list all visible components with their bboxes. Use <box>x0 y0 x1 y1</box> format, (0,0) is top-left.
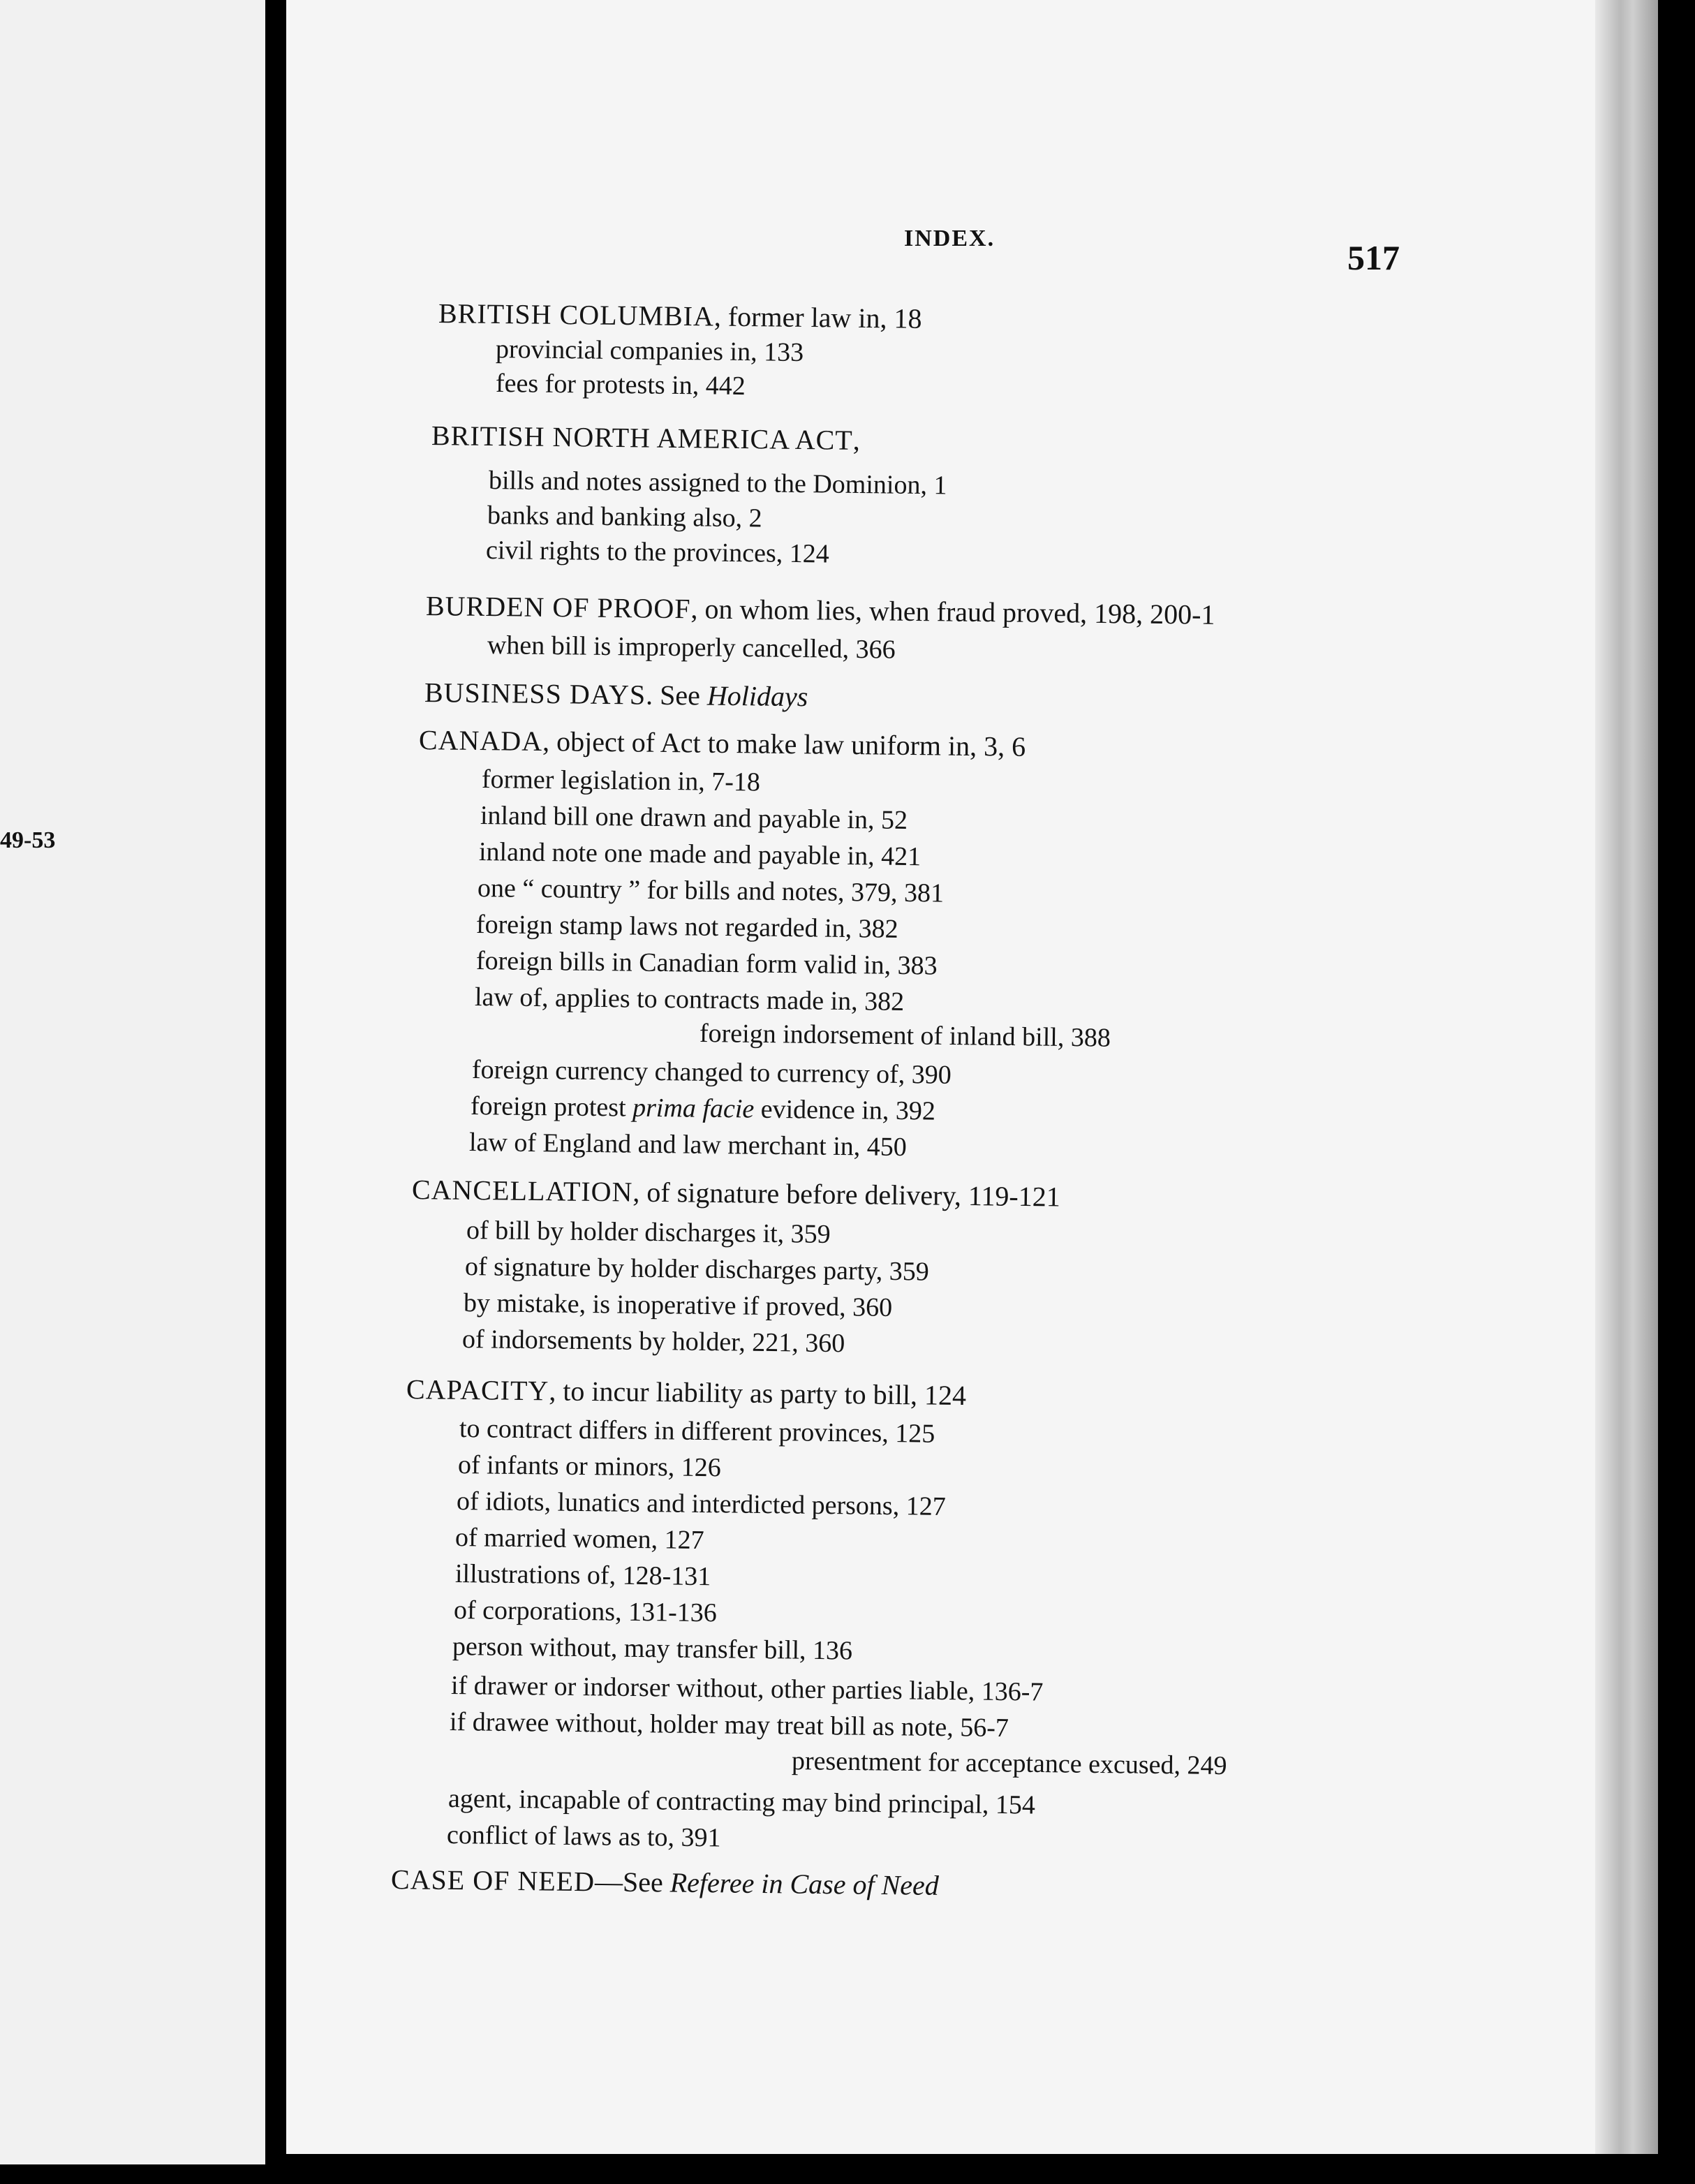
index-heading-term: CASE OF NEED <box>390 1864 595 1898</box>
index-subentry <box>476 945 938 981</box>
index-subentry <box>496 334 804 368</box>
index-subentry <box>471 1091 935 1127</box>
index-heading-entry <box>412 1173 1060 1213</box>
index-entry-text: banks and banking also, 2 <box>487 501 762 533</box>
index-heading-term: BURDEN OF PROOF <box>425 590 691 625</box>
index-heading-term: BRITISH NORTH AMERICA ACT <box>431 420 853 456</box>
index-subentry <box>792 1746 1227 1781</box>
index-entry-text: foreign currency changed to currency of, 390 <box>471 1055 952 1090</box>
index-subentry <box>475 982 905 1017</box>
index-entry-text: person without, may transfer bill, 136 <box>452 1632 853 1666</box>
index-heading-entry <box>419 723 1026 763</box>
index-entry-text: inland note one made and payable in, 421 <box>478 837 921 872</box>
index-heading-term: CANCELLATION <box>411 1174 633 1208</box>
index-subentry <box>496 368 746 401</box>
index-heading-term: CAPACITY <box>406 1373 549 1407</box>
index-entry-text: one “ country ” for bills and notes, 379, 381 <box>477 873 945 908</box>
index-entry-text: if drawee without, holder may treat bill as note, 56-7 <box>449 1707 1009 1743</box>
page-number: 517 <box>1347 238 1400 277</box>
index-entry-text: of corporations, 131-136 <box>453 1595 717 1628</box>
index-cross-reference: Holidays <box>706 679 808 713</box>
index-entry-text: fees for protests in, 442 <box>495 369 746 401</box>
index-subentry <box>459 1413 935 1449</box>
index-entry-text: of infants or minors, 126 <box>457 1450 722 1483</box>
index-entry-text: of idiots, lunatics and interdicted persons, 127 <box>456 1486 946 1521</box>
index-subentry <box>480 800 908 836</box>
index-entry-text: if drawer or indorser without, other parties liable, 136-7 <box>450 1671 1044 1707</box>
index-heading-entry <box>406 1373 967 1412</box>
index-entry-text: to contract differs in different provinces, 125 <box>459 1414 935 1449</box>
index-heading-entry <box>431 419 860 457</box>
index-subentry <box>700 1018 1111 1054</box>
index-entry-text: law of England and law merchant in, 450 <box>468 1128 908 1163</box>
index-heading-entry <box>438 297 922 335</box>
index-cross-reference: prima facie <box>632 1093 755 1124</box>
index-heading-entry <box>424 676 808 713</box>
index-subentry <box>455 1522 704 1556</box>
index-subentry <box>454 1595 717 1628</box>
index-subentry <box>457 1486 946 1522</box>
index-entry-text: bills and notes assigned to the Dominion, 1 <box>488 466 947 501</box>
page-edge-shadow <box>1595 0 1658 2154</box>
index-entry-text: , object of Act to make law uniform in, 3, 6 <box>542 725 1026 762</box>
book-gutter <box>265 0 286 2184</box>
right-page <box>286 0 1658 2154</box>
index-entry-text: inland bill one drawn and payable in, 52 <box>480 801 908 835</box>
index-subentry <box>466 1215 831 1250</box>
index-heading-term: BUSINESS DAYS <box>424 677 646 711</box>
index-entries <box>286 0 1473 1955</box>
index-subentry <box>458 1449 721 1483</box>
index-entry-text: foreign protest <box>470 1091 633 1123</box>
index-heading-entry <box>391 1863 939 1902</box>
index-entry-text: by mistake, is inoperative if proved, 360 <box>463 1288 893 1322</box>
index-entry-text: of indorsements by holder, 221, 360 <box>461 1325 845 1359</box>
index-entry-text: of married women, 127 <box>454 1523 704 1556</box>
index-subentry <box>462 1324 845 1359</box>
index-subentry <box>452 1631 853 1666</box>
index-entry-text: presentment for acceptance excused, 249 <box>791 1746 1227 1781</box>
index-entry-text: foreign bills in Canadian form valid in, 383 <box>475 946 938 981</box>
index-entry-text: illustrations of, 128-131 <box>454 1559 711 1592</box>
index-entry-text: foreign stamp laws not regarded in, 382 <box>475 910 898 944</box>
index-entry-text: —See <box>594 1866 671 1898</box>
index-entry-text: of bill by holder discharges it, 359 <box>466 1216 831 1249</box>
index-subentry <box>487 500 762 533</box>
running-head: INDEX. <box>904 226 995 251</box>
index-heading-entry <box>426 589 1215 631</box>
index-subentry <box>479 836 921 872</box>
index-subentry <box>489 465 947 501</box>
index-entry-text: former legislation in, 7-18 <box>481 765 761 797</box>
index-subentry <box>472 1054 952 1091</box>
index-entry-text: , to incur liability as party to bill, 124 <box>549 1375 967 1412</box>
index-subentry <box>482 764 760 798</box>
index-entry-text: . See <box>645 679 708 711</box>
index-entry-text: foreign indorsement of inland bill, 388 <box>699 1019 1111 1053</box>
left-page-text-fragment: 49-53 <box>0 827 56 853</box>
index-subentry <box>476 909 898 945</box>
index-entry-text: law of, applies to contracts made in, 382 <box>474 982 905 1017</box>
index-entry-text: conflict of laws as to, 391 <box>446 1820 721 1853</box>
index-subentry <box>448 1783 1035 1821</box>
index-heading-term: CANADA <box>418 724 543 758</box>
index-entry-text: evidence in, 392 <box>754 1094 936 1126</box>
index-cross-reference: Referee in Case of Need <box>669 1866 940 1901</box>
index-entry-text: , <box>852 424 860 456</box>
index-entry-text: , of signature before delivery, 119-121 <box>632 1176 1061 1213</box>
index-subentry <box>478 873 944 909</box>
index-heading-term: BRITISH COLUMBIA <box>438 297 715 332</box>
index-entry-text: agent, incapable of contracting may bind principal, 154 <box>447 1784 1036 1820</box>
index-entry-text: when bill is improperly cancelled, 366 <box>487 630 896 665</box>
index-entry-text: , former law in, 18 <box>713 300 922 334</box>
index-subentry <box>464 1287 893 1323</box>
index-subentry <box>487 630 896 665</box>
left-page <box>0 0 265 2164</box>
index-subentry <box>451 1670 1044 1708</box>
index-entry-text: of signature by holder discharges party, 359 <box>464 1252 930 1287</box>
index-subentry <box>469 1127 907 1163</box>
index-subentry <box>450 1706 1009 1743</box>
index-entry-text: civil rights to the provinces, 124 <box>485 536 830 569</box>
index-entry-text: , on whom lies, when fraud proved, 198, 200-1 <box>690 593 1215 630</box>
index-subentry <box>465 1251 929 1287</box>
index-entry-text: provincial companies in, 133 <box>495 334 804 368</box>
index-subentry <box>486 535 829 570</box>
index-subentry <box>447 1820 721 1853</box>
index-subentry <box>455 1558 711 1592</box>
